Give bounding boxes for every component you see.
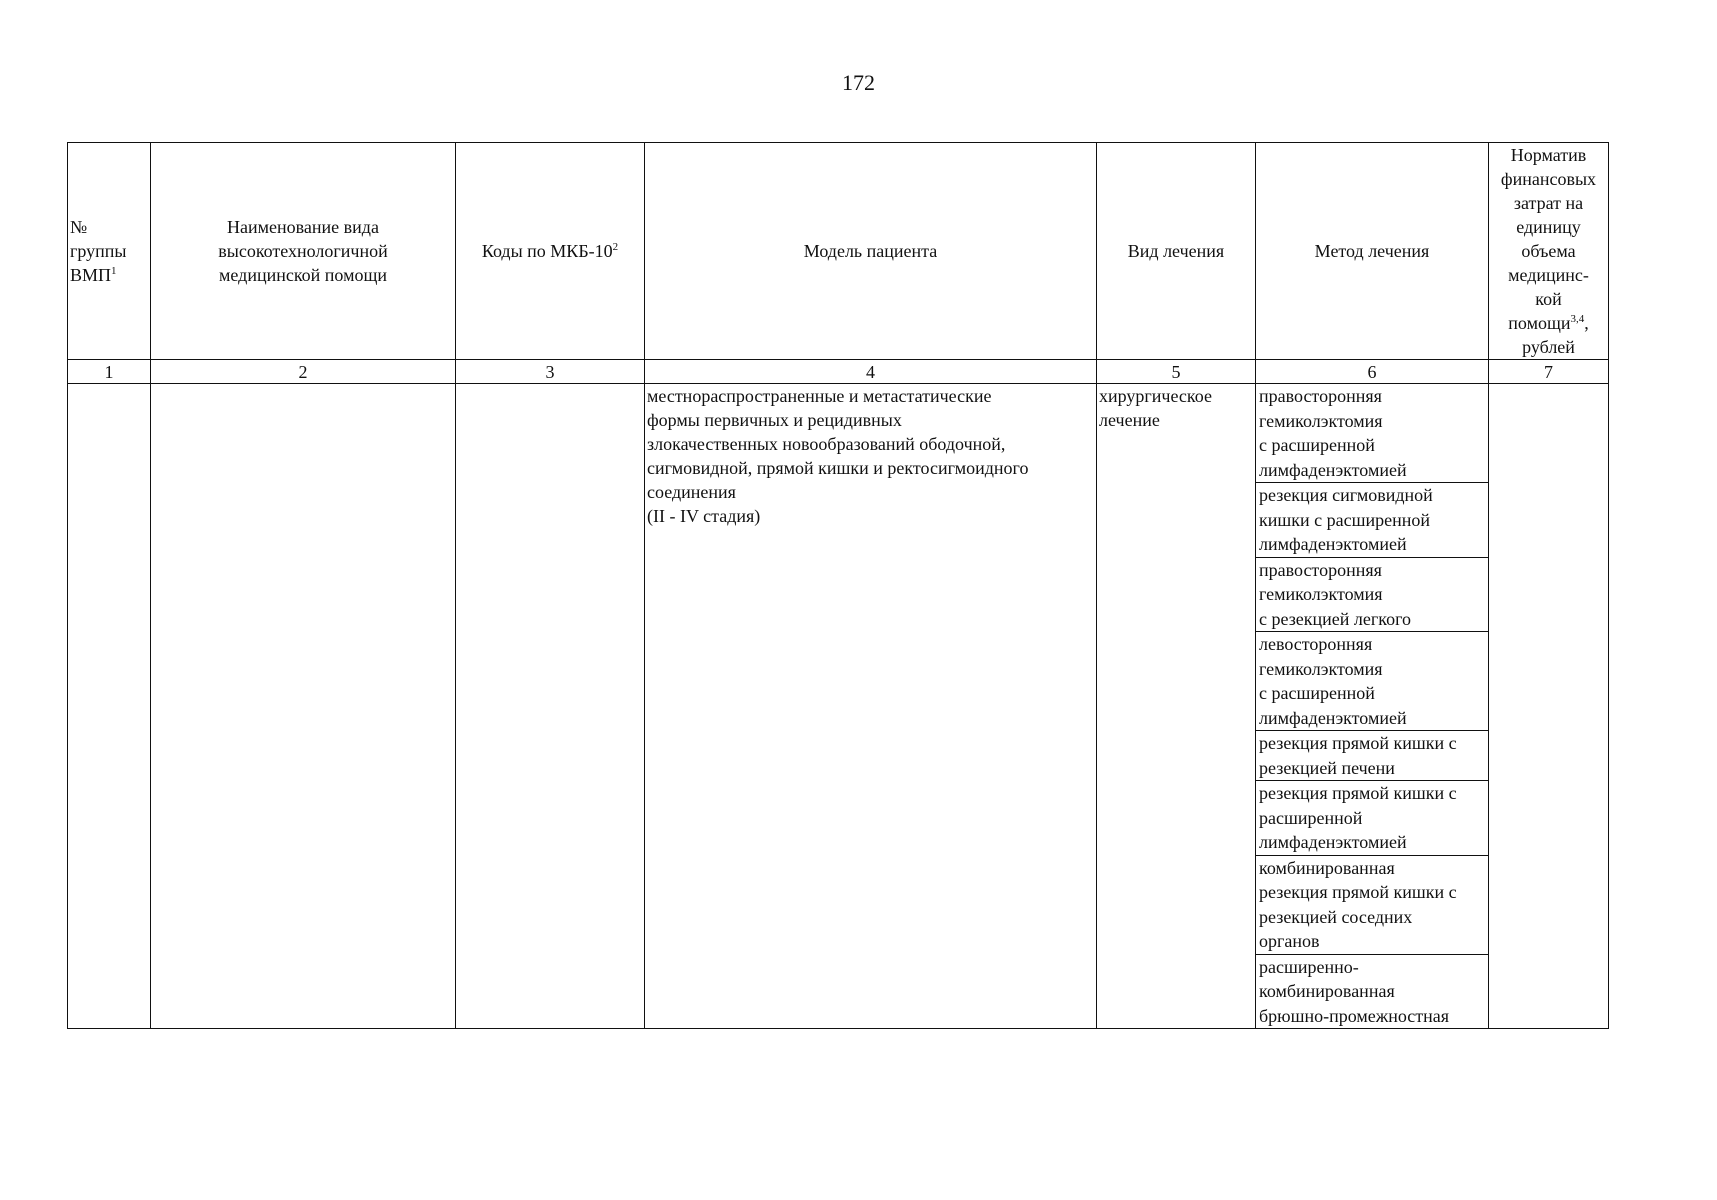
header-row [68,143,1609,360]
header-group-number: № группы ВМП$^1$ [68,143,151,360]
column-number: 5 [1097,360,1256,384]
column-number: 7 [1489,360,1609,384]
treatment-methods-cell [1256,384,1489,1029]
icd-codes-cell [456,384,645,1029]
column-number: 6 [1256,360,1489,384]
header-care-type-name: Наименование вида высокотехнологичной медицинской помощи [151,143,456,360]
patient-model-cell: местнораспространенные и метастатические формы первичных и рецидивных злокачественных новообразований ободочной, сигмовидной, прямой кишки и ректосигмоидного соединения (II - IV стадия) [645,384,1097,1029]
header-treatment-method: Метод лечения [1256,143,1489,360]
treatment-method-item: правосторонняя гемиколэктомия с резекцией легкого [1256,558,1488,633]
header-cost-standard: Норматив финансовых затрат на единицу объема медицинс- кой помощи$^{3,4}$, рублей [1489,143,1609,360]
treatment-type-cell: хирургическое лечение [1097,384,1256,1029]
cost-standard-cell [1489,384,1609,1029]
column-numbers-row [68,360,1609,384]
treatment-method-item: резекция прямой кишки с резекцией печени [1256,731,1488,781]
table-row [68,384,1609,1029]
column-number: 1 [68,360,151,384]
header-icd-codes: Коды по МКБ-$10^2$ [456,143,645,360]
column-number: 3 [456,360,645,384]
treatment-method-item: резекция прямой кишки с расширенной лимфаденэктомией [1256,781,1488,856]
treatment-method-item: комбинированная резекция прямой кишки с резекцией соседних органов [1256,856,1488,955]
vmp-table [67,142,1609,1029]
header-treatment-type: Вид лечения [1097,143,1256,360]
treatment-method-item: резекция сигмовидной кишки с расширенной лимфаденэктомией [1256,483,1488,558]
group-number-cell [68,384,151,1029]
care-type-name-cell [151,384,456,1029]
treatment-method-item: правосторонняя гемиколэктомия с расширенной лимфаденэктомией [1256,384,1488,483]
column-number: 4 [645,360,1097,384]
column-number: 2 [151,360,456,384]
header-patient-model: Модель пациента [645,143,1097,360]
page-number: 172 [842,70,875,95]
treatment-method-item: левосторонняя гемиколэктомия с расширенной лимфаденэктомией [1256,632,1488,731]
treatment-method-item: расширенно- комбинированная брюшно-промежностная [1259,956,1450,1026]
